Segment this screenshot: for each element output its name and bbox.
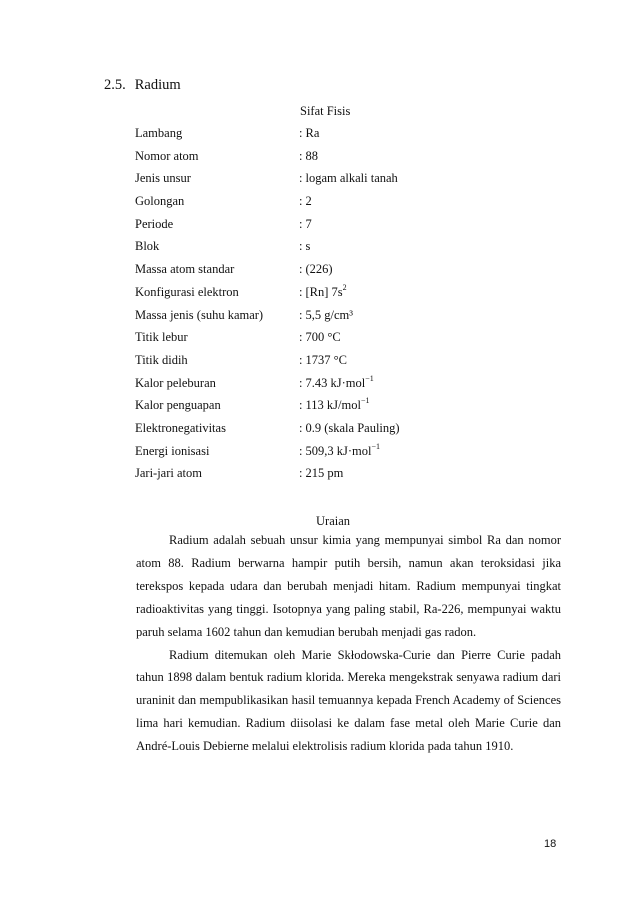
property-separator: : bbox=[299, 307, 303, 322]
property-separator: : bbox=[299, 126, 303, 140]
property-label: Energi ionisasi bbox=[135, 443, 210, 458]
property-row bbox=[135, 326, 400, 349]
description-paragraph: Radium ditemukan oleh Marie Skłodowska-Curie dan Pierre Curie padah tahun 1898 dalam bentuk radium klorida. Mereka mengekstrak senyawa radium dari uraninit dan mempublikasikan hasil temuannya kepada French Academy of Sciences lima hari kemudian. Radium diisolasi ke dalam fase metal oleh Marie Curie dan André-Louis Debierne melalui elektrolisis radium klorida pada tahun 1910. bbox=[136, 647, 561, 754]
property-label: Nomor atom bbox=[135, 148, 199, 163]
property-separator: : bbox=[299, 262, 303, 277]
property-separator: : bbox=[299, 420, 303, 435]
properties-list bbox=[135, 122, 400, 485]
property-label: Massa atom standar bbox=[135, 262, 235, 277]
property-row bbox=[135, 394, 400, 417]
property-label: Jari-jari atom bbox=[135, 466, 202, 481]
page-number: 18 bbox=[544, 838, 557, 850]
property-superscript: −1 bbox=[371, 441, 380, 451]
property-label: Massa jenis (suhu kamar) bbox=[135, 307, 264, 322]
property-separator: : bbox=[299, 239, 303, 254]
section-number: 2.5. bbox=[104, 77, 126, 93]
property-row bbox=[135, 235, 400, 258]
property-value: 5,5 g/cm³ bbox=[305, 307, 353, 322]
property-separator: : bbox=[299, 171, 303, 186]
description-paragraph: Radium adalah sebuah unsur kimia yang mempunyai simbol Ra dan nomor atom 88. Radium berwarna hampir putih bersih, namun akan teroksidasi jika terekspos kepada udara dan berubah menjadi hitam. Radium mempunyai tingkat radioaktivitas yang tinggi. Isotopnya yang paling stabil, Ra-226, mempunyai waktu paruh selama 1602 tahun dan kemudian berubah menjadi gas radon. bbox=[136, 533, 561, 639]
property-label: Kalor peleburan bbox=[135, 375, 216, 390]
property-value: 7 bbox=[305, 216, 312, 231]
property-value: 700 °C bbox=[305, 330, 341, 345]
property-separator: : bbox=[299, 398, 303, 413]
property-separator: : bbox=[299, 284, 303, 299]
property-row bbox=[135, 145, 400, 168]
property-superscript: −1 bbox=[365, 373, 374, 383]
property-value: 2 bbox=[305, 194, 312, 209]
property-value: 7.43 kJ·mol bbox=[305, 375, 366, 390]
property-separator: : bbox=[299, 330, 303, 345]
property-value: 1737 °C bbox=[305, 352, 347, 367]
property-value: [Rn] 7s bbox=[305, 284, 343, 299]
property-label: Periode bbox=[135, 216, 174, 231]
property-separator: : bbox=[299, 216, 303, 231]
property-value: s bbox=[305, 239, 311, 254]
property-row bbox=[135, 349, 400, 372]
property-row bbox=[135, 167, 400, 190]
property-value: 215 pm bbox=[305, 466, 344, 481]
description-body bbox=[136, 529, 561, 758]
description-title: Uraian bbox=[316, 514, 351, 528]
property-label: Konfigurasi elektron bbox=[135, 284, 239, 299]
property-value: 88 bbox=[305, 148, 318, 163]
property-row bbox=[135, 440, 400, 463]
property-label: Titik didih bbox=[135, 352, 188, 367]
property-label: Kalor penguapan bbox=[135, 398, 221, 413]
property-value: (226) bbox=[305, 262, 333, 277]
property-separator: : bbox=[299, 443, 303, 458]
property-row bbox=[135, 258, 400, 281]
property-superscript: 2 bbox=[342, 282, 347, 292]
property-row bbox=[135, 462, 400, 485]
property-label: Elektronegativitas bbox=[135, 420, 226, 435]
property-row bbox=[135, 304, 400, 327]
property-value: 0.9 (skala Pauling) bbox=[305, 420, 400, 435]
property-row bbox=[135, 190, 400, 213]
property-separator: : bbox=[299, 194, 303, 209]
section-title: Radium bbox=[134, 77, 181, 93]
property-label: Jenis unsur bbox=[135, 171, 191, 186]
section-heading bbox=[104, 77, 181, 94]
property-value: logam alkali tanah bbox=[305, 171, 398, 186]
property-row bbox=[135, 281, 400, 304]
property-superscript: −1 bbox=[360, 396, 370, 406]
property-label: Golongan bbox=[135, 194, 185, 209]
property-row bbox=[135, 372, 400, 395]
property-label: Titik lebur bbox=[135, 330, 188, 345]
property-separator: : bbox=[299, 352, 303, 367]
property-row bbox=[135, 417, 400, 440]
property-separator: : bbox=[299, 466, 303, 481]
property-value: 509,3 kJ·mol bbox=[305, 443, 372, 458]
property-label: Blok bbox=[135, 239, 160, 254]
property-separator: : bbox=[299, 375, 303, 390]
property-row bbox=[135, 122, 400, 145]
property-label: Lambang bbox=[135, 126, 183, 140]
properties-table-title: Sifat Fisis bbox=[300, 104, 351, 118]
property-value: 113 kJ/mol bbox=[305, 398, 361, 413]
property-row bbox=[135, 213, 400, 236]
property-value: Ra bbox=[305, 126, 320, 140]
property-separator: : bbox=[299, 148, 303, 163]
